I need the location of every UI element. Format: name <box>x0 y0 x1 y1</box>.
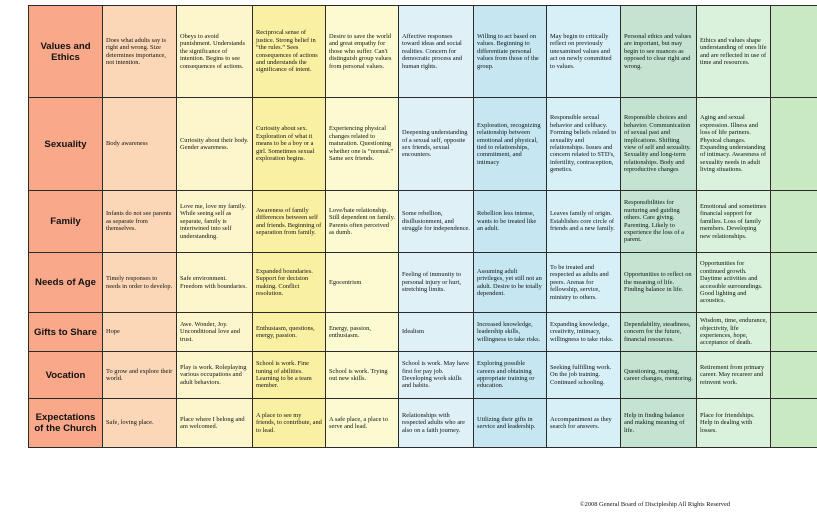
cell: Deepening understanding of a sexual self, opposite sex friends, sexual encounters. <box>399 98 474 191</box>
empty-cell <box>771 98 817 191</box>
empty-cell <box>771 191 817 253</box>
cell: Responsible sexual behavior and celibacy. Forming beliefs related to sexuality and relationships. Issues and concern related to STD's, infertility, contraception, genetics. <box>547 98 621 191</box>
cell: Willing to act based on values. Beginning to differentiate personal values from those of the group. <box>474 6 547 98</box>
cell: School is work. May have first for pay job. Developing work skills and habits. <box>399 352 474 399</box>
cell: School is work. Trying out new skills. <box>326 352 399 399</box>
cell: Infants do not see parents as separate from themselves. <box>103 191 177 253</box>
cell: Retirement from primary career. May recareer and reinvent work. <box>697 352 771 399</box>
cell: Body awareness <box>103 98 177 191</box>
row-header: Vocation <box>29 352 103 399</box>
row-header: Values and Ethics <box>29 6 103 98</box>
empty-cell <box>771 352 817 399</box>
cell: Wisdom, time, endurance, objectivity, life experiences, hope, acceptance of death. <box>697 313 771 352</box>
cell: Awareness of family differences between self and friends. Beginning of separation from family. <box>253 191 326 253</box>
cell: Dependability, steadiness, concern for the future, financial resources. <box>621 313 697 352</box>
cell: Seeking fulfilling work. On the job training. Continued schooling. <box>547 352 621 399</box>
row-header: Needs of Age <box>29 253 103 313</box>
cell: Rebellion less intense, wants to be treated like an adult. <box>474 191 547 253</box>
cell: Affective responses toward ideas and social realities. Concern for democratic process and human rights. <box>399 6 474 98</box>
cell: Opportunities to reflect on the meaning of life. Finding balance in life. <box>621 253 697 313</box>
cell: Place where I belong and am welcomed. <box>177 399 253 448</box>
cell: Curiosity about their body. Gender awareness. <box>177 98 253 191</box>
cell: Egocentrism <box>326 253 399 313</box>
cell: Safe, loving place. <box>103 399 177 448</box>
cell: Expanding knowledge, creativity, intimacy, willingness to take risks. <box>547 313 621 352</box>
cell: Safe environment. Freedom with boundaries. <box>177 253 253 313</box>
cell: Idealism <box>399 313 474 352</box>
row-values-and-ethics <box>29 6 817 98</box>
cell: Aging and sexual expression. Illness and loss of life partners. Physical changes. Expanding understanding of intimacy. Awareness of sexuality needs in adult living situations. <box>697 98 771 191</box>
cell: Help in finding balance and making meaning of life. <box>621 399 697 448</box>
row-family <box>29 191 817 253</box>
row-vocation <box>29 352 817 399</box>
empty-cell <box>771 6 817 98</box>
cell: Energy, passion, enthusiasm. <box>326 313 399 352</box>
row-header: Gifts to Share <box>29 313 103 352</box>
cell: Personal ethics and values are important, but may begin to see nuances as opposed to clear right and wrong. <box>621 6 697 98</box>
row-sexuality <box>29 98 817 191</box>
cell: Awe. Wonder, Joy. Unconditional love and trust. <box>177 313 253 352</box>
cell: Timely responses to needs in order to develop. <box>103 253 177 313</box>
cell: School is work. Fine tuning of abilities. Learning to be a team member. <box>253 352 326 399</box>
cell: Questioning, reaping, career changes, mentoring. <box>621 352 697 399</box>
cell: Opportunities for continued growth. Daytime activities and accessible surroundings. Good lighting and acoustics. <box>697 253 771 313</box>
cell: To be treated and respected as adults and peers. Arenas for fellowship, service, ministry to others. <box>547 253 621 313</box>
row-header: Expectations of the Church <box>29 399 103 448</box>
cell: Some rebellion, disillusionment, and struggle for independence. <box>399 191 474 253</box>
cell: Enthusiasm, questions, energy, passion. <box>253 313 326 352</box>
cell: Hope <box>103 313 177 352</box>
cell: Ethics and values shape understanding of ones life and are reflected in use of time and resources. <box>697 6 771 98</box>
cell: Relationships with respected adults who are also on a faith journey. <box>399 399 474 448</box>
row-expectations-of-the-church <box>29 399 817 448</box>
row-gifts-to-share <box>29 313 817 352</box>
cell: Expanded boundaries. Support for decision making. Conflict resolution. <box>253 253 326 313</box>
row-header: Sexuality <box>29 98 103 191</box>
cell: A place to see my friends, to contribute, and to lead. <box>253 399 326 448</box>
empty-cell <box>771 253 817 313</box>
copyright-footer: ©2008 General Board of Discipleship All Rights Reserved <box>579 501 730 508</box>
cell: Obeys to avoid punishment. Understands the significance of intention. Begins to see consequences of actions. <box>177 6 253 98</box>
cell: Leaves family of origin. Establishes core circle of friends and a new family. <box>547 191 621 253</box>
empty-cell <box>771 313 817 352</box>
cell: Play is work. Roleplaying various occupations and adult behaviors. <box>177 352 253 399</box>
cell: Assuming adult privileges, yet still not an adult. Desire to be totally dependent. <box>474 253 547 313</box>
row-needs-of-age <box>29 253 817 313</box>
cell: Utilizing their gifts in service and leadership. <box>474 399 547 448</box>
cell: A safe place, a place to serve and lead. <box>326 399 399 448</box>
row-header: Family <box>29 191 103 253</box>
cell: Reciprocal sense of justice. Strong belief in “the rules.” Sees consequences of actions and understands the significance of intent. <box>253 6 326 98</box>
cell: May begin to critically reflect on previously unexamined values and act on newly committed to values. <box>547 6 621 98</box>
cell: Increased knowledge, leadership skills, willingness to take risks. <box>474 313 547 352</box>
cell: Exploration, recognizing relationship between emotional and physical, tied to relationships, commitment, and intimacy <box>474 98 547 191</box>
age-level-chart <box>28 5 817 448</box>
cell: Experiencing physical changes related to maturation. Questioning whether one is “normal.” Same sex friends. <box>326 98 399 191</box>
cell: To grow and explore their world. <box>103 352 177 399</box>
cell: Accompaniment as they search for answers. <box>547 399 621 448</box>
empty-cell <box>771 399 817 448</box>
cell: Love/hate relationship. Still dependent on family. Parents often perceived as dumb. <box>326 191 399 253</box>
cell: Feeling of immunity to personal injury or hurt, stretching limits. <box>399 253 474 313</box>
cell: Exploring possible careers and obtaining appropriate training or education. <box>474 352 547 399</box>
cell: Does what adults say is right and wrong. Size determines importance, not intention. <box>103 6 177 98</box>
cell: Curiosity about sex. Exploration of what it means to be a boy or a girl. Sometimes sexual exploration begins. <box>253 98 326 191</box>
cell: Responsible choices and behavior. Communication of sexual past and implications. Shifting view of self and sexuality. Sexuality and long-term relationships. Body and reproductive changes <box>621 98 697 191</box>
cell: Emotional and sometimes financial support for families. Loss of family members. Developing new relationships. <box>697 191 771 253</box>
cell: Love me, love my family. While seeing self as separate, family is intertwined into self understanding. <box>177 191 253 253</box>
cell: Desire to save the world and great empathy for those who suffer. Can't distinguish group values from personal values. <box>326 6 399 98</box>
chart-body <box>29 6 817 448</box>
cell: Responsibilities for nurturing and guiding others. Care giving. Parenting. Likely to experience the loss of a parent. <box>621 191 697 253</box>
cell: Place for friendships. Help in dealing with losses. <box>697 399 771 448</box>
